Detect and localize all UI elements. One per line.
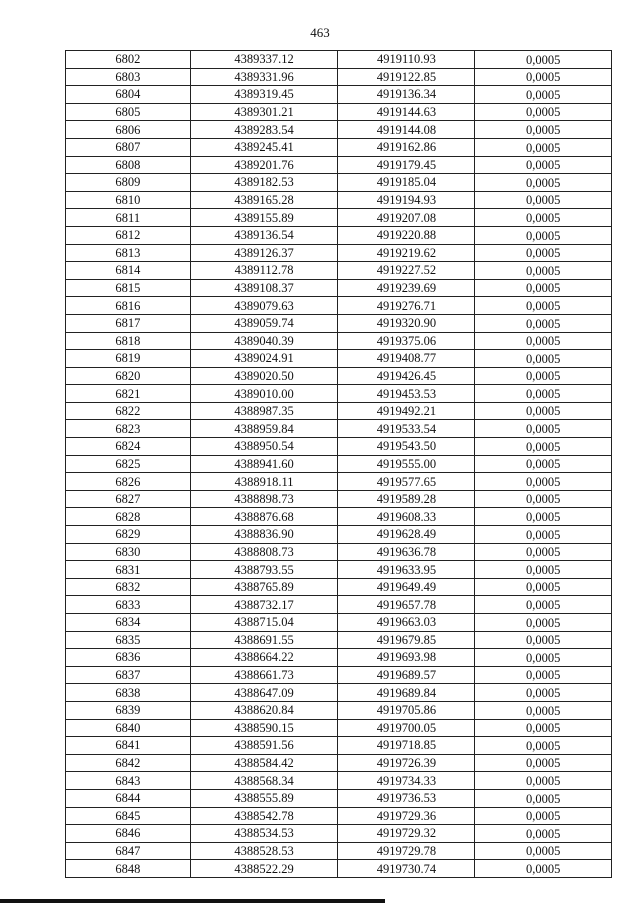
table-row: [66, 631, 612, 649]
precision-value-cell: 0,0005: [475, 543, 612, 561]
y-coordinate-cell: 4919543.50: [338, 438, 475, 456]
point-number-cell: 6844: [66, 789, 191, 807]
point-number-cell: 6847: [66, 842, 191, 860]
x-coordinate-cell: 4388647.09: [190, 684, 338, 702]
x-coordinate-cell: 4389020.50: [190, 367, 338, 385]
point-number-cell: 6806: [66, 121, 191, 139]
table-row: [66, 174, 612, 192]
x-coordinate-cell: 4389024.91: [190, 350, 338, 368]
precision-value-cell: 0,0005: [475, 262, 612, 280]
precision-value-cell: 0,0005: [475, 684, 612, 702]
precision-value-cell: 0,0005: [475, 174, 612, 192]
table-row: [66, 825, 612, 843]
point-number-cell: 6812: [66, 226, 191, 244]
point-number-cell: 6803: [66, 68, 191, 86]
point-number-cell: 6816: [66, 297, 191, 315]
x-coordinate-cell: 4388661.73: [190, 666, 338, 684]
y-coordinate-cell: 4919729.78: [338, 842, 475, 860]
table-row: [66, 526, 612, 544]
y-coordinate-cell: 4919628.49: [338, 526, 475, 544]
precision-value-cell: 0,0005: [475, 438, 612, 456]
table-row: [66, 649, 612, 667]
table-row: [66, 719, 612, 737]
x-coordinate-cell: 4388876.68: [190, 508, 338, 526]
y-coordinate-cell: 4919693.98: [338, 649, 475, 667]
y-coordinate-cell: 4919194.93: [338, 191, 475, 209]
x-coordinate-cell: 4388691.55: [190, 631, 338, 649]
point-number-cell: 6832: [66, 578, 191, 596]
table-row: [66, 156, 612, 174]
point-number-cell: 6837: [66, 666, 191, 684]
point-number-cell: 6838: [66, 684, 191, 702]
table-row: [66, 789, 612, 807]
y-coordinate-cell: 4919718.85: [338, 737, 475, 755]
precision-value-cell: 0,0005: [475, 789, 612, 807]
precision-value-cell: 0,0005: [475, 402, 612, 420]
table-row: [66, 737, 612, 755]
y-coordinate-cell: 4919657.78: [338, 596, 475, 614]
precision-value-cell: 0,0005: [475, 473, 612, 491]
precision-value-cell: 0,0005: [475, 596, 612, 614]
point-number-cell: 6843: [66, 772, 191, 790]
precision-value-cell: 0,0005: [475, 772, 612, 790]
table-row: [66, 350, 612, 368]
precision-value-cell: 0,0005: [475, 526, 612, 544]
x-coordinate-cell: 4389283.54: [190, 121, 338, 139]
table-row: [66, 51, 612, 69]
table-row: [66, 578, 612, 596]
table-row: [66, 68, 612, 86]
point-number-cell: 6828: [66, 508, 191, 526]
point-number-cell: 6834: [66, 614, 191, 632]
point-number-cell: 6835: [66, 631, 191, 649]
table-row: [66, 420, 612, 438]
precision-value-cell: 0,0005: [475, 350, 612, 368]
point-number-cell: 6826: [66, 473, 191, 491]
y-coordinate-cell: 4919689.57: [338, 666, 475, 684]
table-row: [66, 138, 612, 156]
table-row: [66, 209, 612, 227]
y-coordinate-cell: 4919408.77: [338, 350, 475, 368]
precision-value-cell: 0,0005: [475, 490, 612, 508]
point-number-cell: 6821: [66, 385, 191, 403]
precision-value-cell: 0,0005: [475, 754, 612, 772]
table-row: [66, 561, 612, 579]
x-coordinate-cell: 4388555.89: [190, 789, 338, 807]
y-coordinate-cell: 4919492.21: [338, 402, 475, 420]
table-row: [66, 596, 612, 614]
y-coordinate-cell: 4919734.33: [338, 772, 475, 790]
point-number-cell: 6809: [66, 174, 191, 192]
y-coordinate-cell: 4919453.53: [338, 385, 475, 403]
x-coordinate-cell: 4389331.96: [190, 68, 338, 86]
y-coordinate-cell: 4919663.03: [338, 614, 475, 632]
y-coordinate-cell: 4919239.69: [338, 279, 475, 297]
coordinates-table: [65, 50, 612, 878]
point-number-cell: 6842: [66, 754, 191, 772]
x-coordinate-cell: 4388664.22: [190, 649, 338, 667]
point-number-cell: 6814: [66, 262, 191, 280]
point-number-cell: 6817: [66, 314, 191, 332]
y-coordinate-cell: 4919589.28: [338, 490, 475, 508]
point-number-cell: 6830: [66, 543, 191, 561]
y-coordinate-cell: 4919700.05: [338, 719, 475, 737]
y-coordinate-cell: 4919726.39: [338, 754, 475, 772]
table-row: [66, 244, 612, 262]
precision-value-cell: 0,0005: [475, 191, 612, 209]
y-coordinate-cell: 4919110.93: [338, 51, 475, 69]
x-coordinate-cell: 4388568.34: [190, 772, 338, 790]
table-row: [66, 754, 612, 772]
x-coordinate-cell: 4388808.73: [190, 543, 338, 561]
y-coordinate-cell: 4919219.62: [338, 244, 475, 262]
precision-value-cell: 0,0005: [475, 314, 612, 332]
precision-value-cell: 0,0005: [475, 138, 612, 156]
table-row: [66, 279, 612, 297]
footer-rule: [0, 899, 385, 903]
point-number-cell: 6836: [66, 649, 191, 667]
precision-value-cell: 0,0005: [475, 279, 612, 297]
x-coordinate-cell: 4389301.21: [190, 103, 338, 121]
x-coordinate-cell: 4389319.45: [190, 86, 338, 104]
y-coordinate-cell: 4919320.90: [338, 314, 475, 332]
table-row: [66, 121, 612, 139]
precision-value-cell: 0,0005: [475, 842, 612, 860]
precision-value-cell: 0,0005: [475, 68, 612, 86]
precision-value-cell: 0,0005: [475, 666, 612, 684]
table-row: [66, 367, 612, 385]
x-coordinate-cell: 4388715.04: [190, 614, 338, 632]
y-coordinate-cell: 4919577.65: [338, 473, 475, 491]
y-coordinate-cell: 4919207.08: [338, 209, 475, 227]
precision-value-cell: 0,0005: [475, 332, 612, 350]
point-number-cell: 6825: [66, 455, 191, 473]
table-row: [66, 226, 612, 244]
y-coordinate-cell: 4919179.45: [338, 156, 475, 174]
precision-value-cell: 0,0005: [475, 385, 612, 403]
x-coordinate-cell: 4388591.56: [190, 737, 338, 755]
precision-value-cell: 0,0005: [475, 649, 612, 667]
precision-value-cell: 0,0005: [475, 51, 612, 69]
x-coordinate-cell: 4389112.78: [190, 262, 338, 280]
point-number-cell: 6848: [66, 860, 191, 878]
x-coordinate-cell: 4389136.54: [190, 226, 338, 244]
precision-value-cell: 0,0005: [475, 860, 612, 878]
y-coordinate-cell: 4919136.34: [338, 86, 475, 104]
y-coordinate-cell: 4919729.36: [338, 807, 475, 825]
precision-value-cell: 0,0005: [475, 631, 612, 649]
x-coordinate-cell: 4389337.12: [190, 51, 338, 69]
precision-value-cell: 0,0005: [475, 86, 612, 104]
x-coordinate-cell: 4388898.73: [190, 490, 338, 508]
y-coordinate-cell: 4919426.45: [338, 367, 475, 385]
x-coordinate-cell: 4388950.54: [190, 438, 338, 456]
point-number-cell: 6810: [66, 191, 191, 209]
x-coordinate-cell: 4388941.60: [190, 455, 338, 473]
y-coordinate-cell: 4919185.04: [338, 174, 475, 192]
table-row: [66, 297, 612, 315]
x-coordinate-cell: 4389245.41: [190, 138, 338, 156]
x-coordinate-cell: 4389108.37: [190, 279, 338, 297]
table-row: [66, 684, 612, 702]
y-coordinate-cell: 4919162.86: [338, 138, 475, 156]
point-number-cell: 6833: [66, 596, 191, 614]
precision-value-cell: 0,0005: [475, 614, 612, 632]
y-coordinate-cell: 4919679.85: [338, 631, 475, 649]
y-coordinate-cell: 4919729.32: [338, 825, 475, 843]
y-coordinate-cell: 4919689.84: [338, 684, 475, 702]
x-coordinate-cell: 4389182.53: [190, 174, 338, 192]
y-coordinate-cell: 4919144.63: [338, 103, 475, 121]
point-number-cell: 6840: [66, 719, 191, 737]
x-coordinate-cell: 4388522.29: [190, 860, 338, 878]
point-number-cell: 6839: [66, 701, 191, 719]
precision-value-cell: 0,0005: [475, 701, 612, 719]
x-coordinate-cell: 4388590.15: [190, 719, 338, 737]
point-number-cell: 6815: [66, 279, 191, 297]
point-number-cell: 6818: [66, 332, 191, 350]
x-coordinate-cell: 4388793.55: [190, 561, 338, 579]
y-coordinate-cell: 4919633.95: [338, 561, 475, 579]
x-coordinate-cell: 4388732.17: [190, 596, 338, 614]
x-coordinate-cell: 4388542.78: [190, 807, 338, 825]
point-number-cell: 6811: [66, 209, 191, 227]
precision-value-cell: 0,0005: [475, 578, 612, 596]
table-row: [66, 490, 612, 508]
x-coordinate-cell: 4388528.53: [190, 842, 338, 860]
precision-value-cell: 0,0005: [475, 103, 612, 121]
point-number-cell: 6813: [66, 244, 191, 262]
point-number-cell: 6846: [66, 825, 191, 843]
x-coordinate-cell: 4389155.89: [190, 209, 338, 227]
table-row: [66, 455, 612, 473]
x-coordinate-cell: 4388836.90: [190, 526, 338, 544]
x-coordinate-cell: 4388765.89: [190, 578, 338, 596]
y-coordinate-cell: 4919220.88: [338, 226, 475, 244]
precision-value-cell: 0,0005: [475, 719, 612, 737]
point-number-cell: 6820: [66, 367, 191, 385]
x-coordinate-cell: 4388534.53: [190, 825, 338, 843]
table-row: [66, 842, 612, 860]
precision-value-cell: 0,0005: [475, 156, 612, 174]
y-coordinate-cell: 4919533.54: [338, 420, 475, 438]
precision-value-cell: 0,0005: [475, 807, 612, 825]
table-row: [66, 103, 612, 121]
table-row: [66, 86, 612, 104]
table-row: [66, 314, 612, 332]
y-coordinate-cell: 4919122.85: [338, 68, 475, 86]
precision-value-cell: 0,0005: [475, 244, 612, 262]
precision-value-cell: 0,0005: [475, 226, 612, 244]
y-coordinate-cell: 4919705.86: [338, 701, 475, 719]
point-number-cell: 6819: [66, 350, 191, 368]
precision-value-cell: 0,0005: [475, 825, 612, 843]
table-row: [66, 438, 612, 456]
y-coordinate-cell: 4919736.53: [338, 789, 475, 807]
point-number-cell: 6824: [66, 438, 191, 456]
precision-value-cell: 0,0005: [475, 420, 612, 438]
precision-value-cell: 0,0005: [475, 737, 612, 755]
x-coordinate-cell: 4389079.63: [190, 297, 338, 315]
table-row: [66, 473, 612, 491]
x-coordinate-cell: 4388620.84: [190, 701, 338, 719]
precision-value-cell: 0,0005: [475, 508, 612, 526]
point-number-cell: 6823: [66, 420, 191, 438]
precision-value-cell: 0,0005: [475, 561, 612, 579]
table-row: [66, 262, 612, 280]
table-row: [66, 385, 612, 403]
point-number-cell: 6831: [66, 561, 191, 579]
table-row: [66, 332, 612, 350]
table-row: [66, 860, 612, 878]
precision-value-cell: 0,0005: [475, 297, 612, 315]
table-row: [66, 772, 612, 790]
table-row: [66, 191, 612, 209]
y-coordinate-cell: 4919649.49: [338, 578, 475, 596]
table-row: [66, 666, 612, 684]
y-coordinate-cell: 4919276.71: [338, 297, 475, 315]
x-coordinate-cell: 4389126.37: [190, 244, 338, 262]
table-row: [66, 807, 612, 825]
point-number-cell: 6802: [66, 51, 191, 69]
precision-value-cell: 0,0005: [475, 121, 612, 139]
page-number: 463: [310, 25, 330, 40]
y-coordinate-cell: 4919636.78: [338, 543, 475, 561]
y-coordinate-cell: 4919608.33: [338, 508, 475, 526]
point-number-cell: 6807: [66, 138, 191, 156]
x-coordinate-cell: 4388584.42: [190, 754, 338, 772]
x-coordinate-cell: 4388959.84: [190, 420, 338, 438]
x-coordinate-cell: 4388918.11: [190, 473, 338, 491]
point-number-cell: 6808: [66, 156, 191, 174]
table-row: [66, 701, 612, 719]
y-coordinate-cell: 4919144.08: [338, 121, 475, 139]
point-number-cell: 6804: [66, 86, 191, 104]
x-coordinate-cell: 4389010.00: [190, 385, 338, 403]
precision-value-cell: 0,0005: [475, 367, 612, 385]
point-number-cell: 6829: [66, 526, 191, 544]
precision-value-cell: 0,0005: [475, 209, 612, 227]
x-coordinate-cell: 4389040.39: [190, 332, 338, 350]
y-coordinate-cell: 4919555.00: [338, 455, 475, 473]
x-coordinate-cell: 4389201.76: [190, 156, 338, 174]
table-row: [66, 543, 612, 561]
point-number-cell: 6805: [66, 103, 191, 121]
x-coordinate-cell: 4388987.35: [190, 402, 338, 420]
point-number-cell: 6841: [66, 737, 191, 755]
x-coordinate-cell: 4389165.28: [190, 191, 338, 209]
table-row: [66, 508, 612, 526]
point-number-cell: 6845: [66, 807, 191, 825]
precision-value-cell: 0,0005: [475, 455, 612, 473]
point-number-cell: 6827: [66, 490, 191, 508]
y-coordinate-cell: 4919730.74: [338, 860, 475, 878]
table-row: [66, 402, 612, 420]
y-coordinate-cell: 4919375.06: [338, 332, 475, 350]
point-number-cell: 6822: [66, 402, 191, 420]
table-row: [66, 614, 612, 632]
y-coordinate-cell: 4919227.52: [338, 262, 475, 280]
x-coordinate-cell: 4389059.74: [190, 314, 338, 332]
